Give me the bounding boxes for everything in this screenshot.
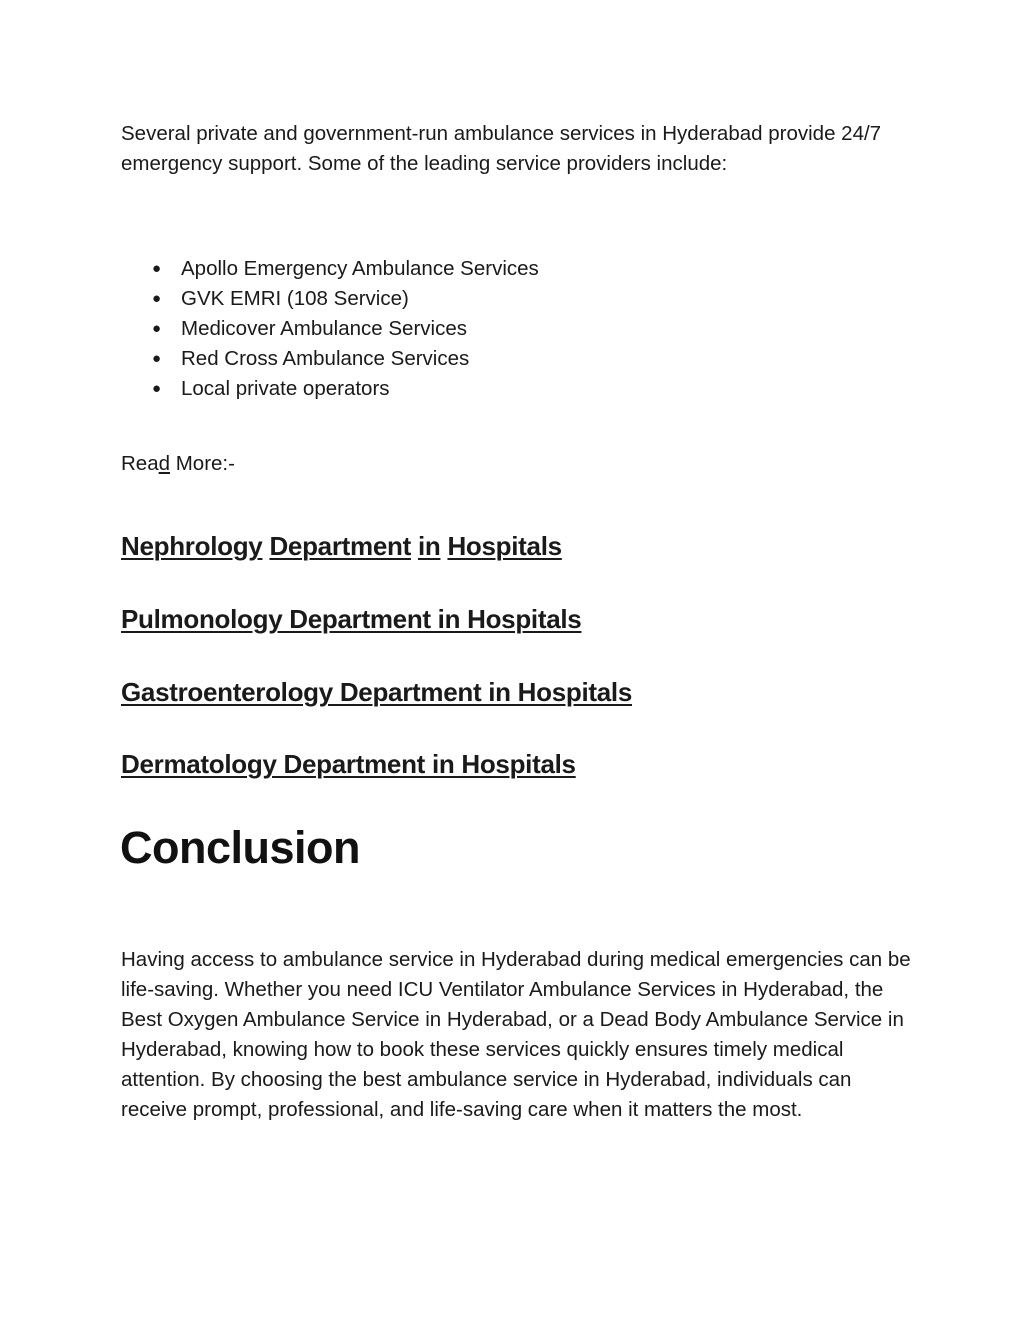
- bullet-icon: ●: [152, 380, 162, 397]
- list-item: [150, 314, 539, 344]
- list-item-label: Medicover Ambulance Services: [181, 317, 467, 340]
- bullet-icon: ●: [152, 320, 162, 337]
- list-item: [150, 344, 539, 374]
- list-item-label: Apollo Emergency Ambulance Services: [181, 257, 539, 280]
- link-word[interactable]: Department: [269, 531, 411, 561]
- dermatology-link[interactable]: Dermatology Department in Hospitals: [121, 749, 576, 779]
- list-item: [150, 374, 539, 404]
- conclusion-paragraph: Having access to ambulance service in Hyderabad during medical emergencies can be life-saving. Whether you need ICU Ventilator Ambulance Services in Hyderabad, the Best Oxygen Ambulance Service in Hyderabad, or a Dead Body Ambulance Service in Hyderabad, knowing how to book these services quickly ensures timely medical attention. By choosing the best ambulance service in Hyderabad, individuals can receive prompt, professional, and life-saving care when it matters the most.: [121, 948, 911, 1121]
- bullet-icon: ●: [152, 260, 162, 277]
- list-item: [150, 254, 539, 284]
- list-item-label: Local private operators: [181, 377, 390, 400]
- intro-paragraph: Several private and government-run ambulance services in Hyderabad provide 24/7 emergency support. Some of the leading service providers include:: [121, 122, 882, 175]
- list-item-label: Red Cross Ambulance Services: [181, 347, 470, 370]
- conclusion-heading: Conclusion: [120, 822, 360, 873]
- list-item-label: GVK EMRI (108 Service): [181, 287, 409, 310]
- bullet-icon: ●: [152, 290, 162, 307]
- list-item: [150, 284, 539, 314]
- read-more-label: Read More:-: [121, 452, 235, 475]
- nephrology-link[interactable]: [121, 529, 569, 563]
- gastroenterology-link[interactable]: Gastroenterology Department in Hospitals: [121, 677, 632, 707]
- providers-list: [150, 254, 539, 404]
- pulmonology-link[interactable]: Pulmonology Department in Hospitals: [121, 604, 582, 634]
- link-word[interactable]: in: [417, 531, 441, 561]
- bullet-icon: ●: [152, 350, 162, 367]
- link-word[interactable]: Nephrology: [121, 531, 263, 561]
- link-word[interactable]: Hospitals: [447, 531, 562, 561]
